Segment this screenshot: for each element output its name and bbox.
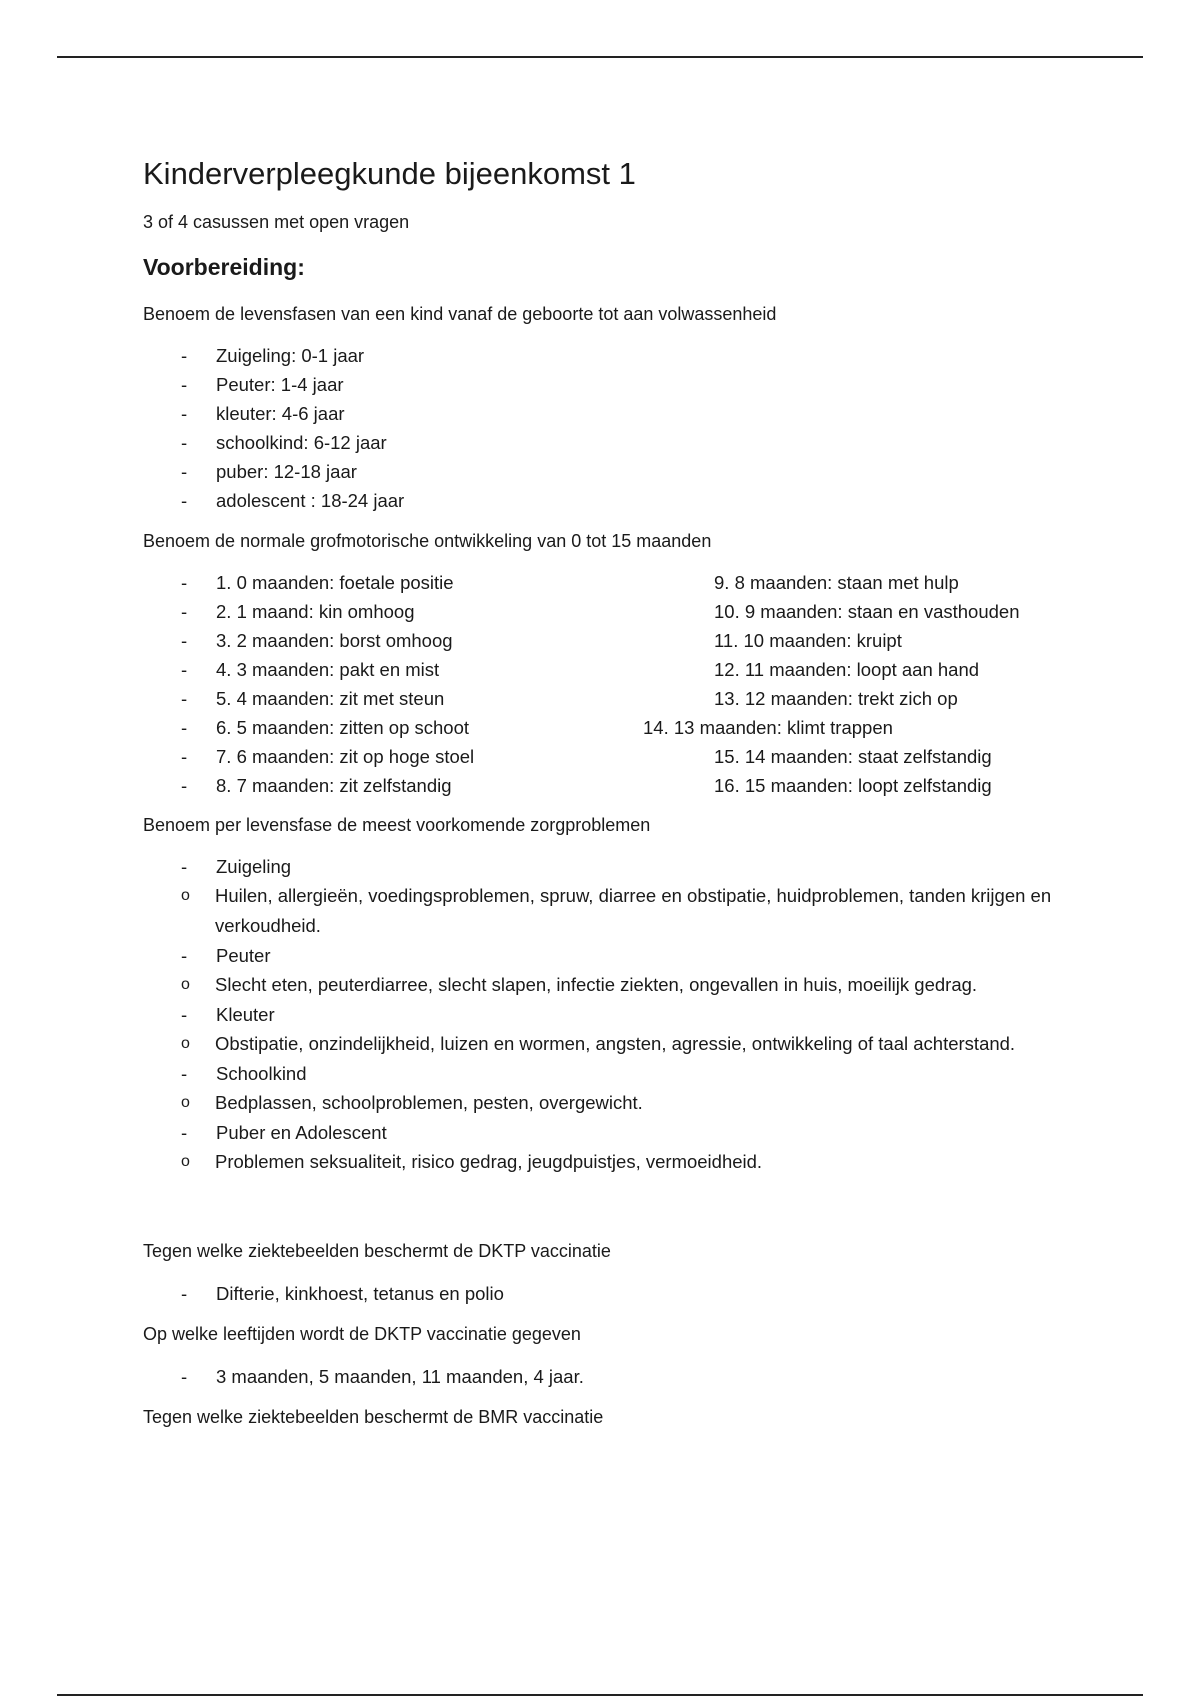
motor-list-left [143, 568, 643, 800]
document-subtitle: 3 of 4 casussen met open vragen [143, 212, 410, 232]
document-title: Kinderverpleegkunde bijeenkomst 1 [143, 156, 636, 191]
care-problems-list [143, 1000, 1083, 1029]
list-item: - Schoolkind [143, 1059, 1083, 1088]
dash-bullet: - [181, 856, 188, 877]
list-item: o Huilen, allergieën, voedingsproblemen, spruw, diarree en obstipatie, huidproblemen, tanden krijgen en verkoudheid. [143, 881, 1083, 941]
question-dktp-ages: Op welke leeftijden wordt de DKTP vaccinatie gegeven [143, 1324, 581, 1344]
list-item: 10. 9 maanden: staan en vasthouden [714, 601, 1020, 622]
circle-bullet: o [181, 976, 190, 993]
dash-bullet: - [181, 945, 188, 966]
question-dktp-diseases: Tegen welke ziektebeelden beschermt de DKTP vaccinatie [143, 1241, 611, 1261]
circle-bullet: o [181, 1094, 190, 1111]
list-item: - 6. 5 maanden: zitten op schoot [143, 713, 643, 742]
dktp-ages-list [143, 1362, 1083, 1391]
life-stages-list [143, 341, 1083, 515]
header-rule [57, 56, 1143, 58]
dash-bullet: - [181, 572, 188, 593]
list-item: - Difterie, kinkhoest, tetanus en polio [143, 1279, 1083, 1308]
dash-bullet: - [181, 345, 188, 366]
care-problems-list [143, 852, 1083, 881]
dash-bullet: - [181, 601, 188, 622]
care-problems-sublist [143, 881, 1083, 941]
list-item: 11. 10 maanden: kruipt [714, 630, 902, 651]
list-item: - 4. 3 maanden: pakt en mist [143, 655, 643, 684]
list-item: - Puber en Adolescent [143, 1118, 1083, 1147]
list-item: - Peuter [143, 941, 1083, 970]
list-item: - schoolkind: 6-12 jaar [143, 428, 1083, 457]
list-item: - 7. 6 maanden: zit op hoge stoel [143, 742, 643, 771]
list-item: o Slecht eten, peuterdiarree, slecht slapen, infectie ziekten, ongevallen in huis, moeilijk gedrag. [143, 970, 1083, 1000]
care-problems-list [143, 941, 1083, 970]
list-item: 15. 14 maanden: staat zelfstandig [714, 746, 992, 767]
list-item: - 5. 4 maanden: zit met steun [143, 684, 643, 713]
care-problems-list [143, 1059, 1083, 1088]
list-item: 14. 13 maanden: klimt trappen [643, 717, 893, 738]
list-item: 12. 11 maanden: loopt aan hand [714, 659, 980, 680]
document-body [143, 140, 1083, 1429]
dash-bullet: - [181, 717, 188, 738]
list-item: o Problemen seksualiteit, risico gedrag, jeugdpuistjes, vermoeidheid. [143, 1147, 1083, 1177]
care-problems-sublist [143, 970, 1083, 1000]
list-item: - 3 maanden, 5 maanden, 11 maanden, 4 jaar. [143, 1362, 1083, 1391]
dash-bullet: - [181, 374, 188, 395]
dash-bullet: - [181, 688, 188, 709]
list-item: - Zuigeling [143, 852, 1083, 881]
list-item: - adolescent : 18-24 jaar [143, 486, 1083, 515]
list-item: 16. 15 maanden: loopt zelfstandig [714, 775, 992, 796]
section-heading: Voorbereiding: [143, 254, 305, 280]
question-life-stages: Benoem de levensfasen van een kind vanaf de geboorte tot aan volwassenheid [143, 304, 777, 324]
list-item: - 3. 2 maanden: borst omhoog [143, 626, 643, 655]
question-care-problems: Benoem per levensfase de meest voorkomende zorgproblemen [143, 815, 651, 835]
dash-bullet: - [181, 659, 188, 680]
dash-bullet: - [181, 403, 188, 424]
motor-list-right [643, 568, 1103, 800]
list-item: 13. 12 maanden: trekt zich op [714, 688, 958, 709]
care-problems-sublist [143, 1088, 1083, 1118]
dash-bullet: - [181, 1122, 188, 1143]
dash-bullet: - [181, 432, 188, 453]
circle-bullet: o [181, 887, 190, 904]
care-problems-list [143, 1118, 1083, 1147]
dash-bullet: - [181, 775, 188, 796]
list-item: - 8. 7 maanden: zit zelfstandig [143, 771, 643, 800]
circle-bullet: o [181, 1035, 190, 1052]
list-item: 9. 8 maanden: staan met hulp [714, 572, 959, 593]
dash-bullet: - [181, 1063, 188, 1084]
list-item: - Kleuter [143, 1000, 1083, 1029]
list-item: - kleuter: 4-6 jaar [143, 399, 1083, 428]
dash-bullet: - [181, 461, 188, 482]
list-item: - Peuter: 1-4 jaar [143, 370, 1083, 399]
circle-bullet: o [181, 1153, 190, 1170]
dash-bullet: - [181, 1366, 188, 1387]
dash-bullet: - [181, 490, 188, 511]
dash-bullet: - [181, 630, 188, 651]
care-problems-sublist [143, 1029, 1083, 1059]
list-item: o Obstipatie, onzindelijkheid, luizen en wormen, angsten, agressie, ontwikkeling of taal achterstand. [143, 1029, 1083, 1059]
dash-bullet: - [181, 1004, 188, 1025]
footer-rule [57, 1694, 1143, 1696]
list-item: - Zuigeling: 0-1 jaar [143, 341, 1083, 370]
care-problems-sublist [143, 1147, 1083, 1177]
list-item: o Bedplassen, schoolproblemen, pesten, overgewicht. [143, 1088, 1083, 1118]
motor-development-list [143, 568, 1083, 803]
dktp-diseases-list [143, 1279, 1083, 1308]
list-item: - puber: 12-18 jaar [143, 457, 1083, 486]
question-bmr-diseases: Tegen welke ziektebeelden beschermt de BMR vaccinatie [143, 1407, 604, 1427]
dash-bullet: - [181, 746, 188, 767]
list-item: - 1. 0 maanden: foetale positie [143, 568, 643, 597]
list-item: - 2. 1 maand: kin omhoog [143, 597, 643, 626]
dash-bullet: - [181, 1283, 188, 1304]
question-motor-development: Benoem de normale grofmotorische ontwikkeling van 0 tot 15 maanden [143, 531, 712, 551]
